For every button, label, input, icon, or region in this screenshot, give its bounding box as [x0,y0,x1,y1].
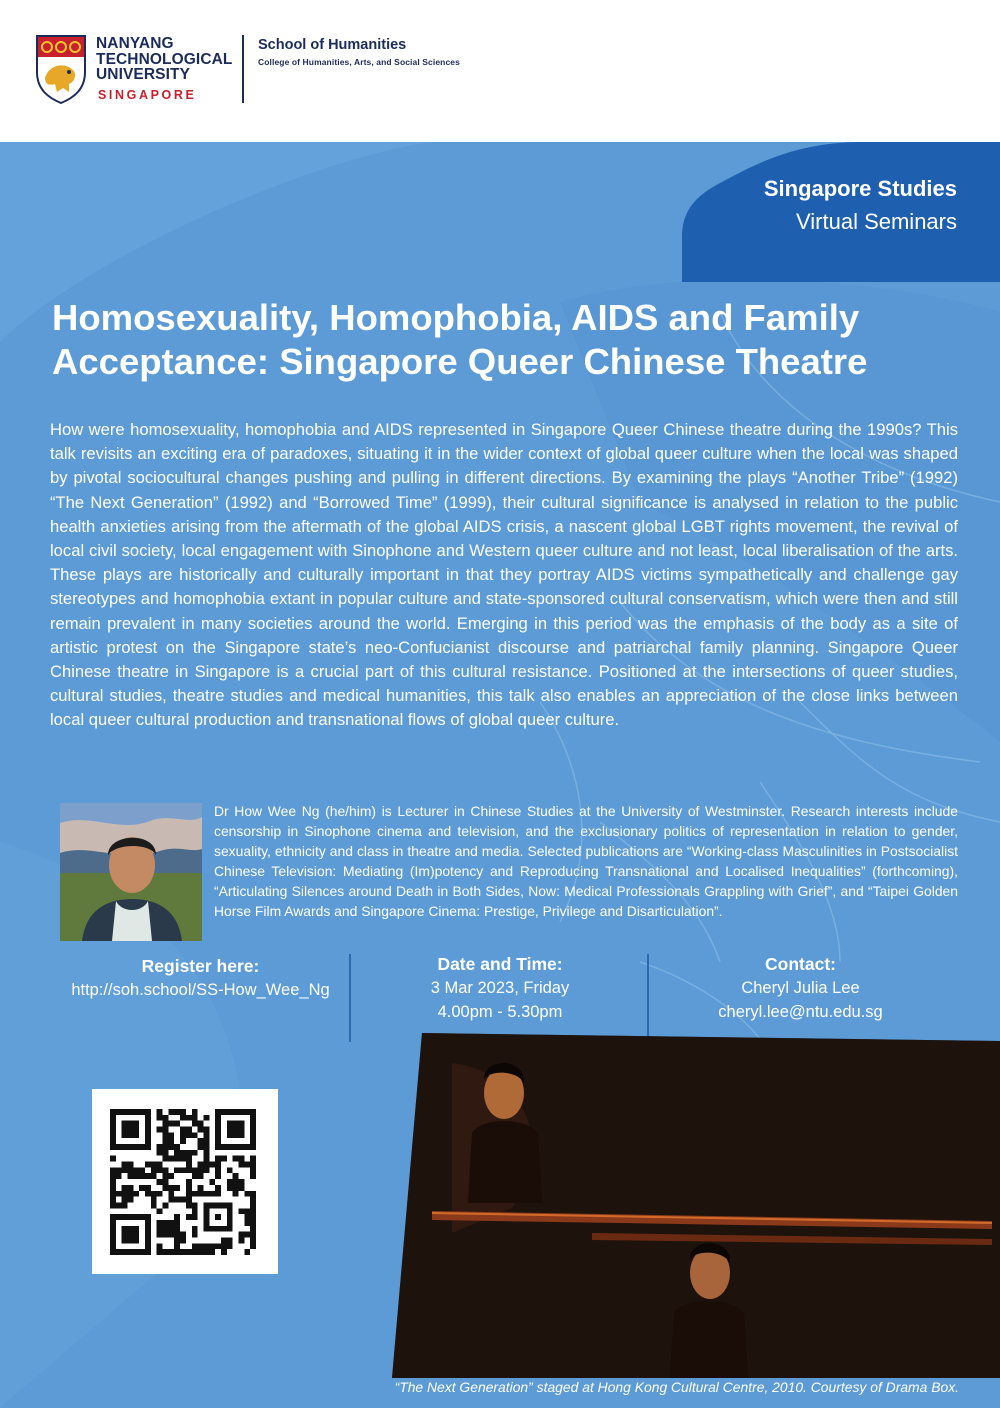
college-name: College of Humanities, Arts, and Social Sciences [258,57,460,67]
photo-caption: “The Next Generation” staged at Hong Kong Cultural Centre, 2010. Courtesy of Drama Box. [394,1379,959,1395]
qr-code-icon[interactable] [108,1109,258,1255]
university-name-line: NANYANG [96,35,174,52]
qr-code-card[interactable] [92,1089,278,1274]
register-heading: Register here: [141,956,260,976]
speaker-photo [60,803,202,941]
contact-heading: Contact: [765,954,836,974]
datetime-section [350,952,650,1024]
register-link[interactable]: http://soh.school/SS-How_Wee_Ng [71,981,330,999]
contact-section [648,952,953,1024]
university-name-line: UNIVERSITY [96,66,191,83]
university-name-line: TECHNOLOGICAL [96,50,233,68]
page-header [0,0,1000,142]
stage-production-photo [392,1033,1000,1378]
header-divider [242,35,244,103]
series-subtitle: Virtual Seminars [796,209,957,234]
event-date: 3 Mar 2023, Friday [430,979,570,997]
university-name [96,36,233,83]
series-title: Singapore Studies [763,176,957,201]
talk-title: Homosexuality, Homophobia, AIDS and Family Acceptance: Singapore Queer Chinese Theatre [52,297,868,382]
datetime-heading: Date and Time: [437,954,563,974]
ntu-crest-logo [35,34,87,104]
contact-email[interactable]: cheryl.lee@ntu.edu.sg [718,1003,883,1021]
speaker-bio: Dr How Wee Ng (he/him) is Lecturer in Chinese Studies at the University of Westminster. Research interests include censorship in Sinophone cinema and television, and the exclusionary politics of representation in relation to gender, sexuality, ethnicity and class in theatre and media. Selected publications are “Working-class Masculinities in Postsocialist Chinese Television: Mediating (Im)potency and Reproducing Transnational and Localised Inequalities” (forthcoming), “Articulating Silences around Death in Both Sides, Now: Medical Professionals Grappling with Grief”, and “Taipei Golden Horse Film Awards and Singapore Cinema: Prestige, Privilege and Disarticulation”. [214,803,958,919]
talk-abstract: How were homosexuality, homophobia and AIDS represented in Singapore Queer Chinese theatre during the 1990s? This talk revisits an exciting era of paradoxes, situating it in the wider context of global queer culture when the local was shaped by pivotal sociocultural changes pushing and pulling in different directions. By examining the plays “Another Tribe” (1992) “The Next Generation” (1992) and “Borrowed Time” (1999), their cultural significance is analysed in relation to the public health anxieties arising from the aftermath of the global AIDS crisis, a nascent global LGBT rights movement, the revival of local civil society, local engagement with Sinophone and Western queer culture and not least, local liberalisation of the arts. These plays are historically and culturally important in that they portray AIDS victims sympathetically and challenge gay stereotypes and homophobia extant in popular culture and state-sponsored cultural conservatism, which were then and still remain prevalent in many societies around the world. Emerging in this period was the emphasis of the body as a site of artistic protest on the Singapore state’s neo-Confucianist discourse and patriarchal family planning. Singapore Queer Chinese theatre in Singapore is a crucial part of this cultural resistance. Positioned at the intersections of queer studies, cultural studies, theatre studies and medical humanities, this talk also enables an appreciation of the close links between local queer cultural production and transnational flows of global queer culture. [50,420,958,730]
school-name: School of Humanities [258,37,407,53]
university-country: SINGAPORE [98,88,197,102]
bottom-border [0,1408,1000,1414]
contact-name: Cheryl Julia Lee [741,979,860,997]
register-section [38,954,363,1002]
event-time: 4.00pm - 5.30pm [437,1003,563,1021]
